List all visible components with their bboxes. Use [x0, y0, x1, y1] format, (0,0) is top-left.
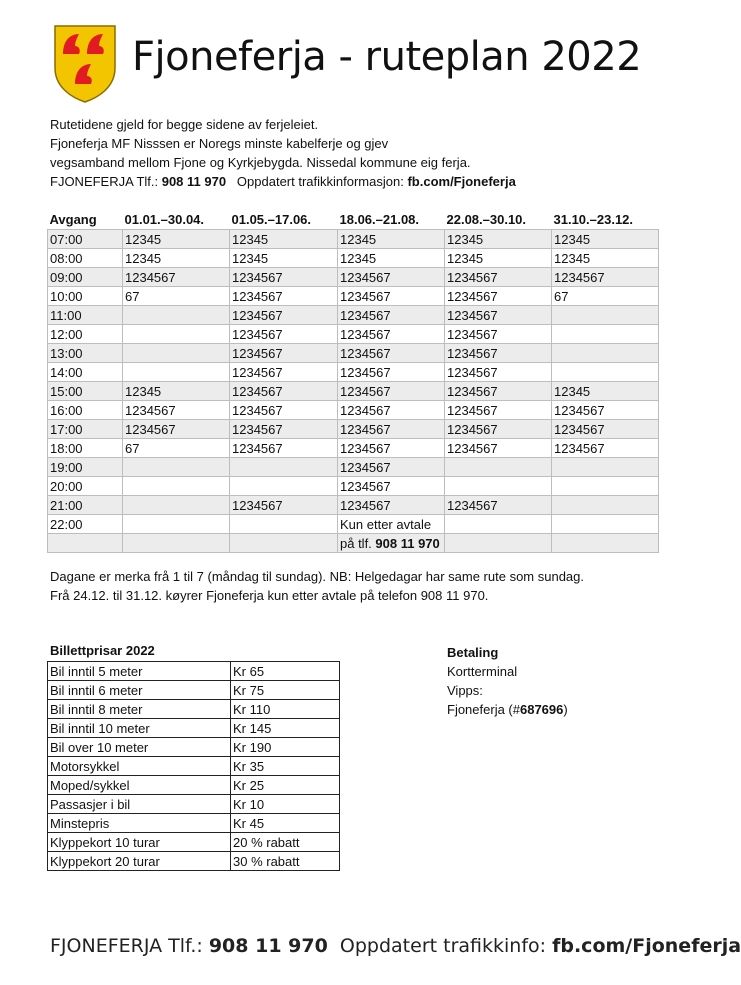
table-cell: 1234567 [338, 344, 445, 363]
price-value: 30 % rabatt [231, 852, 340, 871]
price-row [48, 719, 340, 738]
footer-traffic-label: Oppdatert trafikkinfo: [327, 935, 553, 957]
table-cell [123, 363, 230, 382]
table-cell: 11:00 [48, 306, 123, 325]
table-cell: 1234567 [230, 287, 338, 306]
contact-prefix: FJONEFERJA Tlf.: [50, 174, 162, 189]
table-row [48, 401, 659, 420]
table-cell: 1234567 [230, 420, 338, 439]
table-cell [445, 534, 552, 553]
price-item: Motorsykkel [48, 757, 231, 776]
prices-title: Billettprisar 2022 [50, 643, 155, 658]
payment-line: Vipps: [447, 683, 483, 698]
table-row [48, 382, 659, 401]
price-item: Bil inntil 5 meter [48, 662, 231, 681]
price-item: Bil inntil 10 meter [48, 719, 231, 738]
table-cell: 12345 [552, 230, 659, 249]
table-cell: 1234567 [338, 306, 445, 325]
table-cell: 12345 [445, 249, 552, 268]
table-cell: 1234567 [230, 439, 338, 458]
price-value: Kr 65 [231, 662, 340, 681]
table-row [48, 534, 659, 553]
price-item: Bil inntil 6 meter [48, 681, 231, 700]
table-cell: 1234567 [338, 401, 445, 420]
price-row [48, 757, 340, 776]
table-cell: 1234567 [338, 382, 445, 401]
table-cell: 1234567 [338, 496, 445, 515]
price-table [47, 661, 340, 871]
table-cell: 1234567 [338, 268, 445, 287]
intro-line: Fjoneferja MF Nisssen er Noregs minste kabelferje og gjev [50, 136, 389, 151]
table-cell [123, 534, 230, 553]
table-row [48, 420, 659, 439]
table-cell: 1234567 [338, 363, 445, 382]
traffic-label: Oppdatert trafikkinformasjon: [236, 174, 408, 189]
table-cell [338, 534, 445, 553]
table-row [48, 477, 659, 496]
table-cell [445, 458, 552, 477]
table-cell: 1234567 [230, 401, 338, 420]
price-item: Minstepris [48, 814, 231, 833]
price-row [48, 852, 340, 871]
table-cell: 12345 [230, 249, 338, 268]
table-cell: 1234567 [445, 363, 552, 382]
table-cell: 16:00 [48, 401, 123, 420]
price-row [48, 776, 340, 795]
price-value: Kr 190 [231, 738, 340, 757]
table-cell [552, 458, 659, 477]
footer-facebook: fb.com/Fjoneferja [552, 935, 741, 957]
table-cell: 1234567 [445, 268, 552, 287]
table-row [48, 344, 659, 363]
table-cell [230, 477, 338, 496]
table-cell: 17:00 [48, 420, 123, 439]
price-value: Kr 10 [231, 795, 340, 814]
table-cell: 09:00 [48, 268, 123, 287]
table-cell [123, 477, 230, 496]
vipps-number: 687696 [519, 702, 564, 717]
table-cell: 14:00 [48, 363, 123, 382]
table-cell: 12345 [338, 230, 445, 249]
coat-of-arms-shield-icon [53, 24, 117, 104]
price-item: Klyppekort 10 turar [48, 833, 231, 852]
table-cell [230, 534, 338, 553]
column-header: 22.08.–30.10. [446, 212, 527, 227]
table-row [48, 496, 659, 515]
vipps-line: Fjoneferja (#687696) [447, 702, 568, 717]
table-cell: 67 [123, 439, 230, 458]
phone-number: 908 11 970 [161, 174, 227, 189]
table-cell: 12:00 [48, 325, 123, 344]
table-cell [123, 325, 230, 344]
price-item: Bil over 10 meter [48, 738, 231, 757]
table-cell [123, 458, 230, 477]
price-item: Passasjer i bil [48, 795, 231, 814]
price-item: Bil inntil 8 meter [48, 700, 231, 719]
table-cell: 1234567 [552, 420, 659, 439]
page-title: Fjoneferja - ruteplan 2022 [132, 34, 642, 80]
price-value: Kr 75 [231, 681, 340, 700]
price-value: Kr 145 [231, 719, 340, 738]
price-value: 20 % rabatt [231, 833, 340, 852]
table-row [48, 306, 659, 325]
phone-number: 908 11 970 [375, 535, 440, 551]
table-cell: 18:00 [48, 439, 123, 458]
table-cell: 1234567 [230, 496, 338, 515]
table-cell: 19:00 [48, 458, 123, 477]
table-cell [552, 344, 659, 363]
table-cell: 67 [552, 287, 659, 306]
price-row [48, 681, 340, 700]
table-cell: 1234567 [123, 268, 230, 287]
table-cell: 1234567 [445, 382, 552, 401]
table-cell [552, 363, 659, 382]
table-cell: 1234567 [338, 287, 445, 306]
table-row [48, 268, 659, 287]
table-cell: 10:00 [48, 287, 123, 306]
table-cell: 1234567 [230, 363, 338, 382]
table-cell [230, 515, 338, 534]
table-cell: 1234567 [445, 325, 552, 344]
schedule-notes [50, 567, 584, 605]
table-cell [552, 325, 659, 344]
table-cell: 21:00 [48, 496, 123, 515]
table-cell: 1234567 [338, 439, 445, 458]
table-cell [123, 344, 230, 363]
price-item: Moped/sykkel [48, 776, 231, 795]
intro-line: vegsamband mellom Fjone og Kyrkjebygda. Nissedal kommune eig ferja. [50, 155, 471, 170]
table-cell: 1234567 [123, 401, 230, 420]
price-value: Kr 45 [231, 814, 340, 833]
table-cell [48, 534, 123, 553]
table-cell: 1234567 [230, 306, 338, 325]
table-cell: 1234567 [552, 401, 659, 420]
price-row [48, 700, 340, 719]
table-cell [123, 515, 230, 534]
phone-prefix: på tlf. [340, 535, 376, 551]
table-cell: 67 [123, 287, 230, 306]
table-cell [552, 515, 659, 534]
table-cell: Kun etter avtale [338, 515, 445, 534]
table-cell: 1234567 [445, 401, 552, 420]
table-cell [445, 477, 552, 496]
price-row [48, 662, 340, 681]
table-cell: 1234567 [123, 420, 230, 439]
column-header: Avgang [49, 212, 97, 227]
table-cell: 12345 [123, 249, 230, 268]
table-cell: 22:00 [48, 515, 123, 534]
table-cell: 1234567 [230, 325, 338, 344]
table-cell: 1234567 [445, 439, 552, 458]
facebook-link: fb.com/Fjoneferja [407, 174, 516, 189]
price-row [48, 795, 340, 814]
table-cell [552, 534, 659, 553]
note-line: Dagane er merka frå 1 til 7 (måndag til sundag). NB: Helgedagar har same rute som sundag. [50, 569, 584, 584]
table-cell: 1234567 [230, 344, 338, 363]
table-cell [230, 458, 338, 477]
table-cell: 12345 [445, 230, 552, 249]
table-cell: 1234567 [338, 477, 445, 496]
column-header: 01.05.–17.06. [231, 212, 312, 227]
table-cell [445, 515, 552, 534]
price-value: Kr 35 [231, 757, 340, 776]
timetable [47, 210, 659, 553]
table-cell: 1234567 [338, 325, 445, 344]
table-cell: 1234567 [552, 268, 659, 287]
table-cell: 12345 [123, 230, 230, 249]
table-cell: 1234567 [230, 382, 338, 401]
table-row [48, 458, 659, 477]
table-cell: 20:00 [48, 477, 123, 496]
table-cell: 08:00 [48, 249, 123, 268]
table-cell: 1234567 [445, 306, 552, 325]
intro-line: Rutetidene gjeld for begge sidene av ferjeleiet. [50, 117, 319, 132]
table-cell: 15:00 [48, 382, 123, 401]
contact-line [50, 172, 516, 191]
price-row [48, 814, 340, 833]
column-header: 31.10.–23.12. [553, 212, 634, 227]
table-row [48, 230, 659, 249]
table-cell: 1234567 [552, 439, 659, 458]
table-cell [552, 306, 659, 325]
payment-title: Betaling [447, 645, 499, 660]
table-cell: 13:00 [48, 344, 123, 363]
table-cell: 12345 [552, 249, 659, 268]
table-cell [552, 496, 659, 515]
table-cell: 12345 [338, 249, 445, 268]
table-cell: 1234567 [445, 287, 552, 306]
note-line: Frå 24.12. til 31.12. køyrer Fjoneferja kun etter avtale på telefon 908 11 970. [50, 588, 489, 603]
table-row [48, 363, 659, 382]
table-row [48, 439, 659, 458]
price-row [48, 738, 340, 757]
table-cell: 1234567 [445, 344, 552, 363]
intro-text [50, 115, 516, 191]
table-cell: 12345 [230, 230, 338, 249]
table-cell: 1234567 [338, 458, 445, 477]
column-header: 18.06.–21.08. [339, 212, 420, 227]
table-cell: 12345 [552, 382, 659, 401]
table-row [48, 325, 659, 344]
table-cell [123, 496, 230, 515]
price-item: Klyppekort 20 turar [48, 852, 231, 871]
footer-phone: 908 11 970 [208, 935, 328, 957]
table-cell: 1234567 [445, 420, 552, 439]
table-row [48, 249, 659, 268]
table-row [48, 287, 659, 306]
table-row [48, 515, 659, 534]
payment-line: Kortterminal [447, 664, 518, 679]
payment-info [447, 643, 568, 719]
table-cell: 1234567 [338, 420, 445, 439]
table-cell: 1234567 [445, 496, 552, 515]
table-cell [552, 477, 659, 496]
price-value: Kr 110 [231, 700, 340, 719]
table-cell [123, 306, 230, 325]
table-cell: 1234567 [230, 268, 338, 287]
price-row [48, 833, 340, 852]
footer-prefix: FJONEFERJA Tlf.: [50, 935, 209, 957]
column-header: 01.01.–30.04. [124, 212, 205, 227]
table-cell: 12345 [123, 382, 230, 401]
price-value: Kr 25 [231, 776, 340, 795]
footer [50, 935, 741, 957]
table-cell: 07:00 [48, 230, 123, 249]
